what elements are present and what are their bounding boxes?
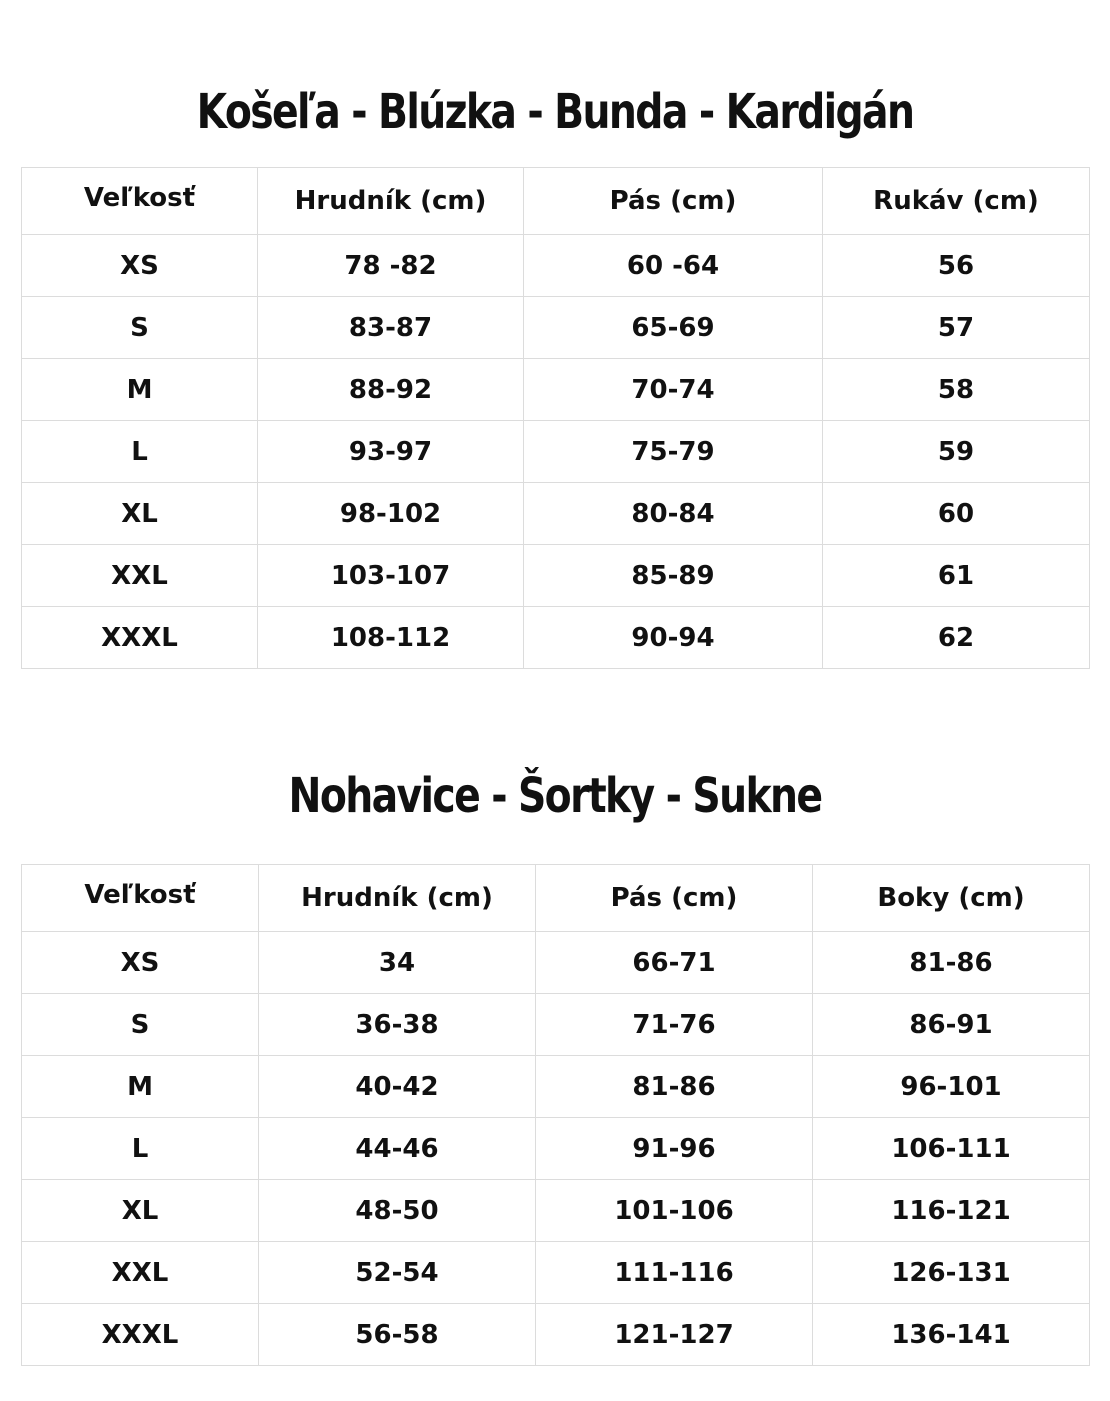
- waist-cell: 75-79: [524, 421, 823, 483]
- hips-cell: 116-121: [813, 1180, 1090, 1242]
- sleeve-cell: 60: [823, 483, 1090, 545]
- bottoms-size-table: [21, 864, 1090, 1366]
- size-cell: L: [22, 1118, 259, 1180]
- sleeve-cell: 56: [823, 235, 1090, 297]
- waist-cell: 65-69: [524, 297, 823, 359]
- chest-cell: 108-112: [258, 607, 524, 669]
- sleeve-cell: 61: [823, 545, 1090, 607]
- table-header-row: [22, 168, 1090, 235]
- chest-cell: 36-38: [259, 994, 536, 1056]
- chest-cell: 48-50: [259, 1180, 536, 1242]
- chest-cell: 88-92: [258, 359, 524, 421]
- waist-cell: 70-74: [524, 359, 823, 421]
- chest-cell: 78 -82: [258, 235, 524, 297]
- size-cell: M: [22, 1056, 259, 1118]
- table-header-row: [22, 865, 1090, 932]
- size-cell: S: [22, 994, 259, 1056]
- hips-cell: 86-91: [813, 994, 1090, 1056]
- tops-size-table: [21, 167, 1090, 669]
- waist-cell: 81-86: [536, 1056, 813, 1118]
- hips-cell: 126-131: [813, 1242, 1090, 1304]
- size-cell: XS: [22, 235, 258, 297]
- table-row: [22, 235, 1090, 297]
- size-cell: S: [22, 297, 258, 359]
- waist-cell: 66-71: [536, 932, 813, 994]
- hips-cell: 96-101: [813, 1056, 1090, 1118]
- column-header-chest: Hrudník (cm): [259, 865, 536, 932]
- waist-cell: 91-96: [536, 1118, 813, 1180]
- chest-cell: 83-87: [258, 297, 524, 359]
- sleeve-cell: 57: [823, 297, 1090, 359]
- size-cell: XXL: [22, 1242, 259, 1304]
- size-cell: XXL: [22, 545, 258, 607]
- table-row: [22, 359, 1090, 421]
- chest-cell: 34: [259, 932, 536, 994]
- bottoms-size-chart-title: Nohavice - Šortky - Sukne: [288, 768, 822, 824]
- waist-cell: 71-76: [536, 994, 813, 1056]
- size-cell: XS: [22, 932, 259, 994]
- waist-cell: 121-127: [536, 1304, 813, 1366]
- column-header-size: Veľkosť: [22, 865, 259, 932]
- size-cell: M: [22, 359, 258, 421]
- sleeve-cell: 58: [823, 359, 1090, 421]
- column-header-sleeve: Rukáv (cm): [823, 168, 1090, 235]
- waist-cell: 85-89: [524, 545, 823, 607]
- table-row: [22, 1304, 1090, 1366]
- chest-cell: 93-97: [258, 421, 524, 483]
- waist-cell: 90-94: [524, 607, 823, 669]
- table-row: [22, 1180, 1090, 1242]
- table-row: [22, 421, 1090, 483]
- table-row: [22, 1056, 1090, 1118]
- waist-cell: 80-84: [524, 483, 823, 545]
- size-cell: XXXL: [22, 607, 258, 669]
- waist-cell: 101-106: [536, 1180, 813, 1242]
- column-header-chest: Hrudník (cm): [258, 168, 524, 235]
- chest-cell: 44-46: [259, 1118, 536, 1180]
- tops-size-chart-title: Košeľa - Blúzka - Bunda - Kardigán: [196, 84, 914, 140]
- size-cell: XL: [22, 483, 258, 545]
- column-header-hips: Boky (cm): [813, 865, 1090, 932]
- waist-cell: 111-116: [536, 1242, 813, 1304]
- table-row: [22, 932, 1090, 994]
- sleeve-cell: 59: [823, 421, 1090, 483]
- chest-cell: 52-54: [259, 1242, 536, 1304]
- chest-cell: 98-102: [258, 483, 524, 545]
- column-header-waist: Pás (cm): [536, 865, 813, 932]
- chest-cell: 103-107: [258, 545, 524, 607]
- hips-cell: 136-141: [813, 1304, 1090, 1366]
- chest-cell: 40-42: [259, 1056, 536, 1118]
- hips-cell: 106-111: [813, 1118, 1090, 1180]
- table-row: [22, 1242, 1090, 1304]
- chest-cell: 56-58: [259, 1304, 536, 1366]
- sleeve-cell: 62: [823, 607, 1090, 669]
- size-cell: XXXL: [22, 1304, 259, 1366]
- size-cell: XL: [22, 1180, 259, 1242]
- column-header-size: Veľkosť: [22, 168, 258, 235]
- size-cell: L: [22, 421, 258, 483]
- table-row: [22, 297, 1090, 359]
- column-header-waist: Pás (cm): [524, 168, 823, 235]
- waist-cell: 60 -64: [524, 235, 823, 297]
- table-row: [22, 545, 1090, 607]
- hips-cell: 81-86: [813, 932, 1090, 994]
- table-row: [22, 994, 1090, 1056]
- table-row: [22, 607, 1090, 669]
- table-row: [22, 1118, 1090, 1180]
- table-row: [22, 483, 1090, 545]
